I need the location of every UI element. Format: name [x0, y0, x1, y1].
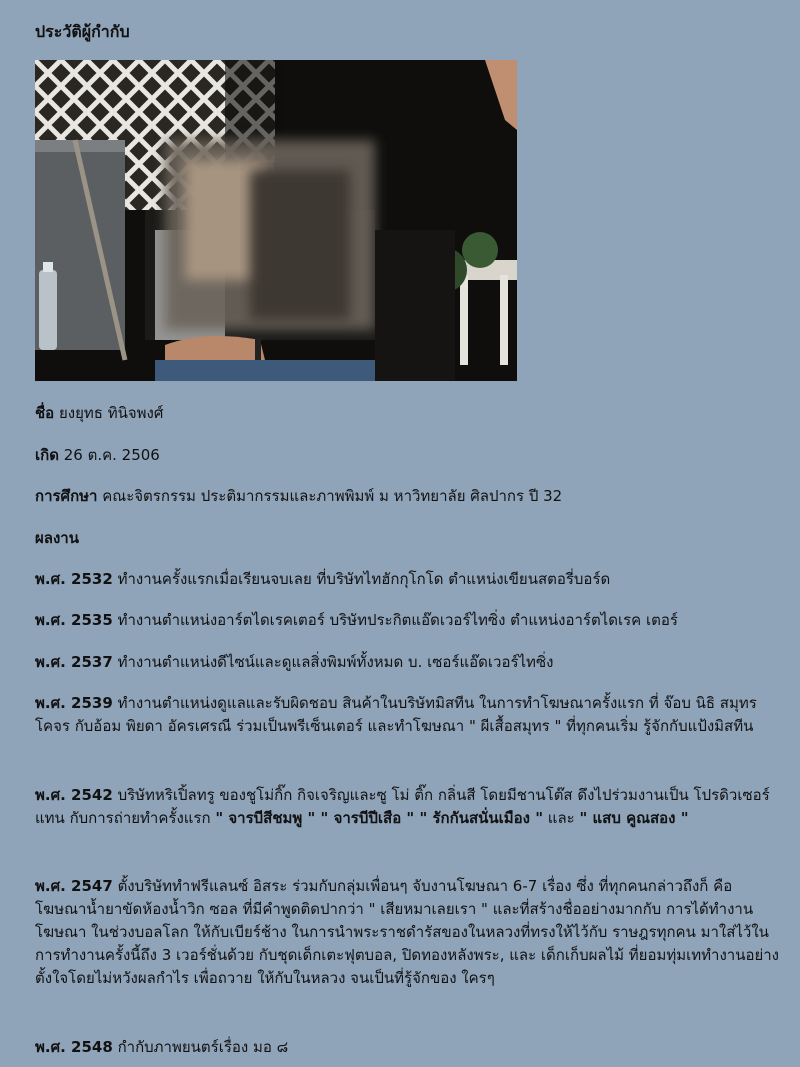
work-text: ทำงานตำแหน่งดูแลและรับผิดชอบ สินค้าในบริษัทมิสทีน ในการทำโฆษณาครั้งแรก ที่ จ๊อบ นิธิ สมุทรโคจร กับอ้อม พิยดา อัครเศรณี ร่วมเป็นพรีเซ็นเตอร์ และทำโฆษณา " ผีเสื้อสมุทร " ที่ทุกคนเริ่ม รู้จักกับแป้งมิสทีน — [35, 694, 757, 735]
name-value: ยงยุทธ ทินิจพงศ์ — [58, 404, 164, 422]
director-photo — [35, 60, 517, 381]
work-conjunction: และ — [543, 809, 580, 827]
work-year: พ.ศ. 2532 — [35, 570, 113, 588]
name-row — [35, 402, 163, 424]
work-title-last: " แสบ คูณสอง " — [579, 809, 689, 827]
education-row — [35, 485, 562, 507]
work-entry — [35, 651, 780, 674]
work-entry — [35, 568, 780, 591]
born-row — [35, 444, 160, 466]
work-titles: " จารบีสีชมพู " " จารบีปีเสือ " " รักกันสนั่นเมือง " — [215, 809, 544, 827]
work-year: พ.ศ. 2537 — [35, 653, 113, 671]
work-entry — [35, 784, 780, 830]
work-year: พ.ศ. 2539 — [35, 694, 113, 712]
page-title: ประวัติผู้กำกับ — [35, 22, 130, 41]
work-text: บริษัทหริเปิ้ลทรู ของชูโม่กิ๊ก กิจเจริญและซู โม่ ติ๊ก กลิ่นสี โดยมีชานโต๊ส ดึงไปร่วมงานเป็น โปรดิวเซอร์แทน กับการถ่ายทำครั้งแรก — [35, 786, 770, 827]
work-entry — [35, 1036, 780, 1059]
work-year: พ.ศ. 2535 — [35, 611, 113, 629]
works-heading — [35, 527, 79, 549]
name-label: ชื่อ — [35, 404, 55, 422]
work-entry — [35, 692, 780, 738]
work-year: พ.ศ. 2542 — [35, 786, 113, 804]
work-entry — [35, 609, 780, 632]
education-value: คณะจิตรกรรม ประติมากรรมและภาพพิมพ์ ม หาวิทยาลัย ศิลปากร ปี 32 — [102, 487, 563, 505]
work-text: กำกับภาพยนตร์เรื่อง มอ ๘ — [117, 1038, 289, 1056]
work-year: พ.ศ. 2548 — [35, 1038, 113, 1056]
work-text: ทำงานตำแหน่งอาร์ตไดเรคเตอร์ บริษัทประกิตแอ๊ดเวอร์ไทซิ่ง ตำแหน่งอาร์ตไดเรค เตอร์ — [117, 611, 678, 629]
born-value: 26 ต.ค. 2506 — [63, 446, 160, 464]
work-text: ตั้งบริษัททำฟรีแลนซ์ อิสระ ร่วมกับกลุ่มเพื่อนๆ จับงานโฆษณา 6-7 เรื่อง ซึ่ง ที่ทุกคนกล่าวถึงก็ คือ โฆษณาน้ำยาขัดห้องน้ำวิก ซอล ที่มีคำพูดติดปากว่า " เสียหมาเลยเรา " และที่สร้างชื่ออย่างมากกับ การได้ทำงานโฆษณา ในช่วงบอลโลก ให้กับเบียร์ช้าง ในการนำพระราชดำรัสของในหลวงที่ทรงให้ไว้กับ ราษฎรทุกคน มาใส่ไว้ในการทำงานครั้งนี้ถึง 3 เวอร์ชั่นด้วย กับชุดเด็กเตะฟุตบอล, ปิดทองหลังพระ, และ เด็กเก็บผลไม้ ที่ยอมทุ่มเททำงานอย่างตั้งใจโดยไม่หวังผลกำไร เพื่อถวาย ให้กับในหลวง จนเป็นที่รู้จักของ ใครๆ — [35, 877, 780, 987]
work-text: ทำงานครั้งแรกเมื่อเรียนจบเลย ที่บริษัทไทฮักกุโกโด ตำแหน่งเขียนสตอรี่บอร์ด — [117, 570, 611, 588]
work-year: พ.ศ. 2547 — [35, 877, 113, 895]
photo-illustration — [35, 60, 517, 381]
work-entry — [35, 875, 780, 990]
education-label: การศึกษา — [35, 487, 98, 505]
works-label: ผลงาน — [35, 529, 79, 547]
born-label: เกิด — [35, 446, 59, 464]
work-text: ทำงานตำแหน่งดีไซน์และดูแลสิ่งพิมพ์ทั้งหมด บ. เซอร์แอ๊ดเวอร์ไทซิ่ง — [117, 653, 554, 671]
